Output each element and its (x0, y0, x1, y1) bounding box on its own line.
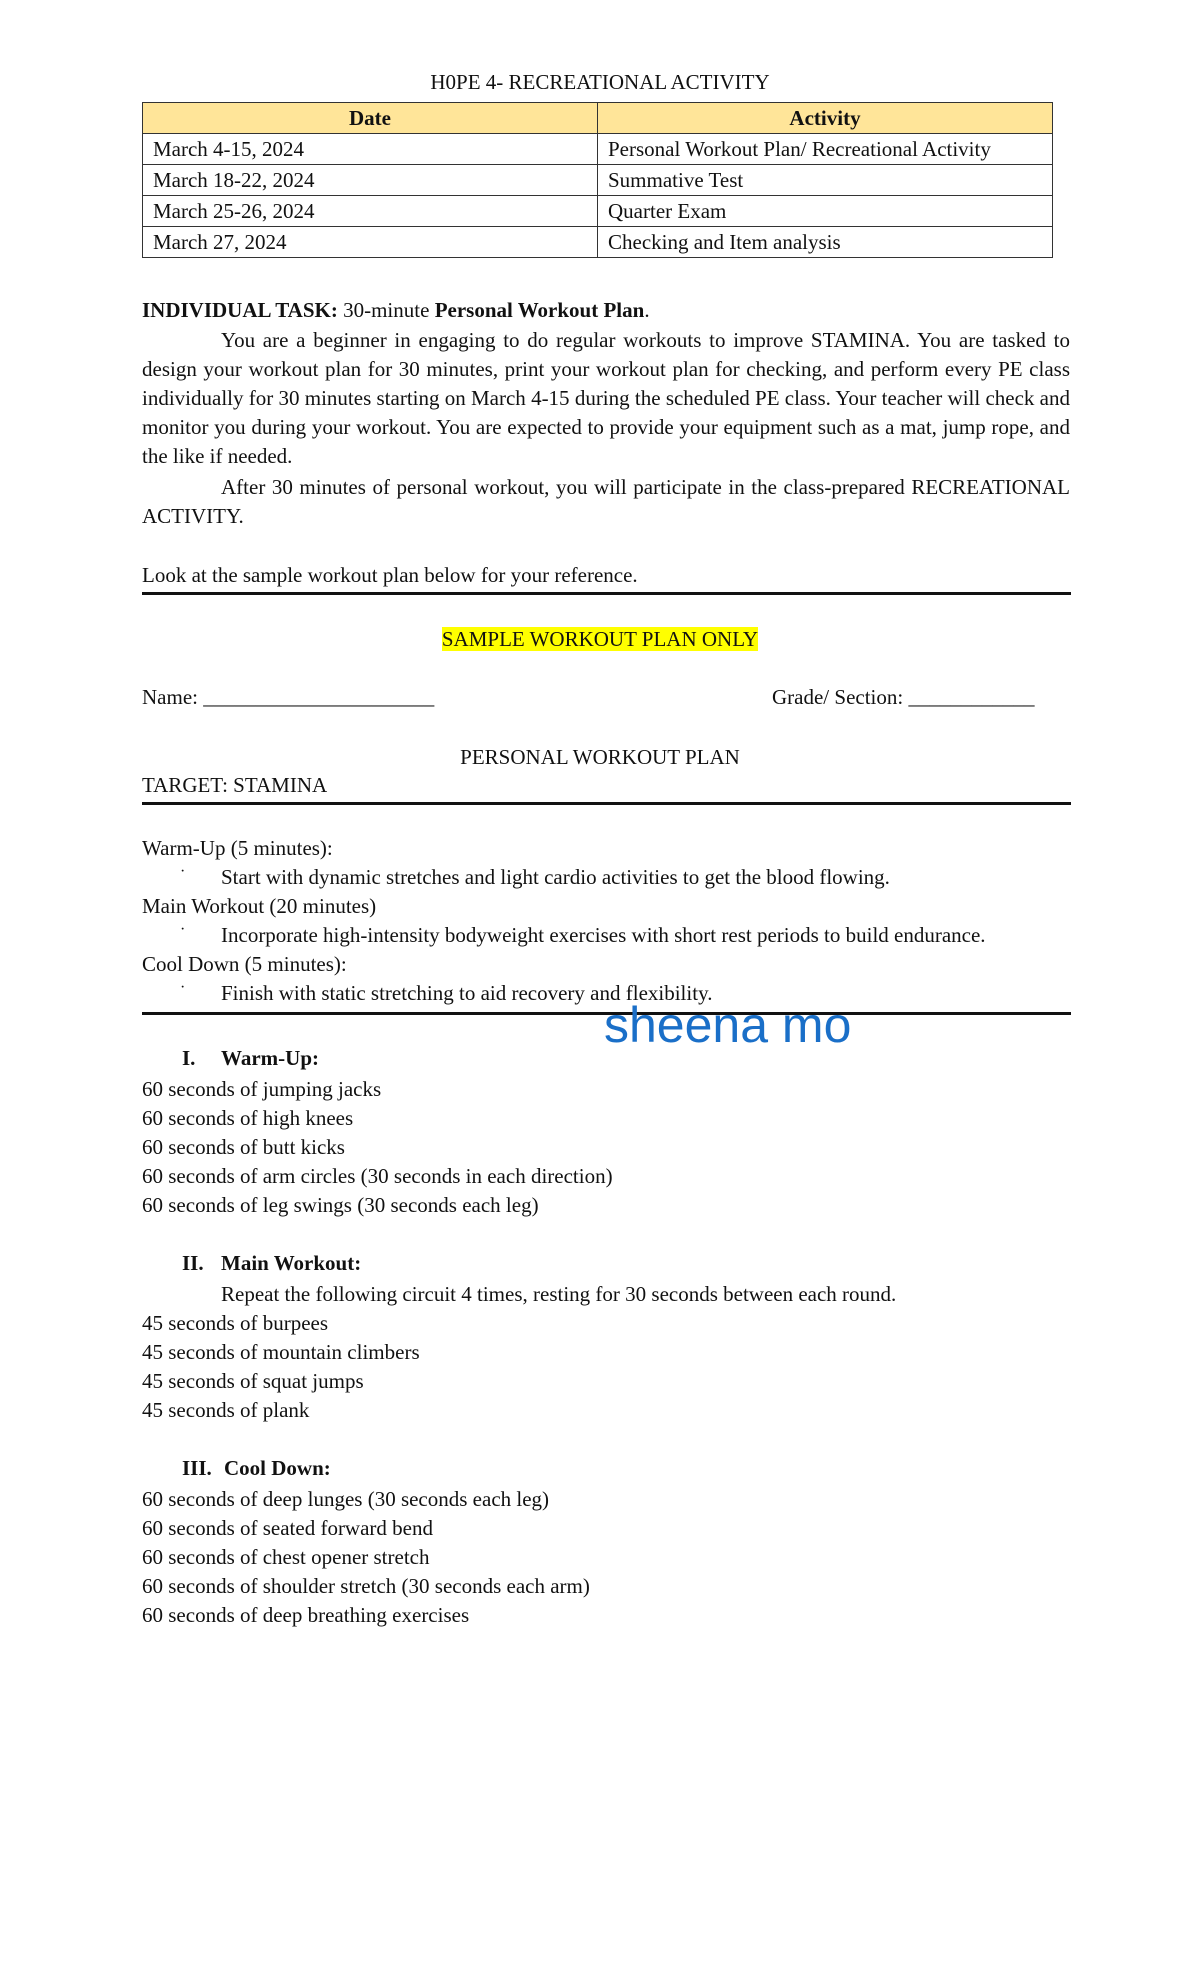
activity-cell: Personal Workout Plan/ Recreational Activity (598, 134, 1053, 165)
plan-title: PERSONAL WORKOUT PLAN (460, 745, 740, 769)
list-item: 60 seconds of leg swings (30 seconds each leg) (142, 1193, 539, 1217)
document-title: H0PE 4- RECREATIONAL ACTIVITY (430, 70, 770, 94)
list-item: 60 seconds of deep lunges (30 seconds each leg) (142, 1487, 550, 1511)
sample-banner (0, 625, 1200, 654)
sample-banner-text: SAMPLE WORKOUT PLAN ONLY (441, 627, 759, 651)
section-main-numeral: II. (182, 1251, 204, 1275)
bullet-icon: · (180, 863, 186, 880)
divider (142, 592, 1071, 595)
task-heading (142, 296, 1070, 325)
header-date: Date (143, 103, 598, 134)
bullet-icon: · (180, 921, 186, 938)
list-item: 45 seconds of plank (142, 1398, 310, 1422)
grade-section-label: Grade/ Section: ____________ (772, 685, 1035, 709)
task-duration: 30-minute (337, 298, 435, 322)
list-item: 45 seconds of mountain climbers (142, 1340, 420, 1364)
overview-cool-item: Finish with static stretching to aid recovery and flexibility. (221, 981, 713, 1005)
task-label: INDIVIDUAL TASK: (142, 298, 338, 322)
activity-cell: Summative Test (598, 165, 1053, 196)
schedule-header-row (143, 103, 1053, 134)
overview-warmup-heading: Warm-Up (5 minutes): (142, 836, 333, 860)
list-item: 45 seconds of burpees (142, 1311, 329, 1335)
section-warmup-title: Warm-Up: (221, 1046, 319, 1070)
list-item: 60 seconds of jumping jacks (142, 1077, 382, 1101)
table-row (143, 227, 1053, 258)
list-item: 60 seconds of chest opener stretch (142, 1545, 430, 1569)
list-item: 45 seconds of squat jumps (142, 1369, 364, 1393)
list-item: 60 seconds of seated forward bend (142, 1516, 433, 1540)
reference-text: Look at the sample workout plan below for your reference. (142, 563, 638, 587)
list-item: 60 seconds of arm circles (30 seconds in each direction) (142, 1164, 613, 1188)
table-row (143, 165, 1053, 196)
list-item: 60 seconds of deep breathing exercises (142, 1603, 470, 1627)
overview-cool-heading: Cool Down (5 minutes): (142, 952, 347, 976)
date-cell: March 4-15, 2024 (143, 134, 598, 165)
bullet-icon: · (180, 979, 186, 996)
list-item: 60 seconds of shoulder stretch (30 seconds each arm) (142, 1574, 590, 1598)
header-activity: Activity (598, 103, 1053, 134)
date-cell: March 25-26, 2024 (143, 196, 598, 227)
watermark-text: sheena mo (604, 997, 852, 1053)
schedule-table (142, 102, 1053, 258)
list-item: 60 seconds of butt kicks (142, 1135, 345, 1159)
activity-cell: Checking and Item analysis (598, 227, 1053, 258)
section-main-title: Main Workout: (221, 1251, 362, 1275)
table-row (143, 196, 1053, 227)
task-paragraph-2: After 30 minutes of personal workout, you will participate in the class-prepared RECREATIONAL ACTIVITY. (142, 475, 1070, 528)
task-paragraph-1: You are a beginner in engaging to do regular workouts to improve STAMINA. You are tasked to design your workout plan for 30 minutes, print your workout plan for checking, and perform every PE class individually for 30 minutes starting on March 4-15 during the scheduled PE class. Your teacher will check and monitor you during your workout. You are expected to provide your equipment such as a mat, jump rope, and the like if needed. (142, 328, 1070, 468)
list-item: 60 seconds of high knees (142, 1106, 354, 1130)
overview-main-item: Incorporate high-intensity bodyweight exercises with short rest periods to build endurance. (221, 923, 986, 947)
plan-target: TARGET: STAMINA (142, 773, 328, 797)
task-period: . (644, 298, 650, 322)
task-name: Personal Workout Plan (434, 298, 645, 322)
divider (142, 802, 1071, 805)
section-main-note: Repeat the following circuit 4 times, resting for 30 seconds between each round. (221, 1282, 897, 1306)
overview-main-heading: Main Workout (20 minutes) (142, 894, 377, 918)
section-warmup-numeral: I. (182, 1046, 196, 1070)
activity-cell: Quarter Exam (598, 196, 1053, 227)
name-field-label: Name: ______________________ (142, 685, 435, 709)
date-cell: March 27, 2024 (143, 227, 598, 258)
table-row (143, 134, 1053, 165)
section-cool-title: Cool Down: (224, 1456, 331, 1480)
overview-warmup-item: Start with dynamic stretches and light cardio activities to get the blood flowing. (221, 865, 890, 889)
date-cell: March 18-22, 2024 (143, 165, 598, 196)
section-cool-numeral: III. (182, 1456, 212, 1480)
